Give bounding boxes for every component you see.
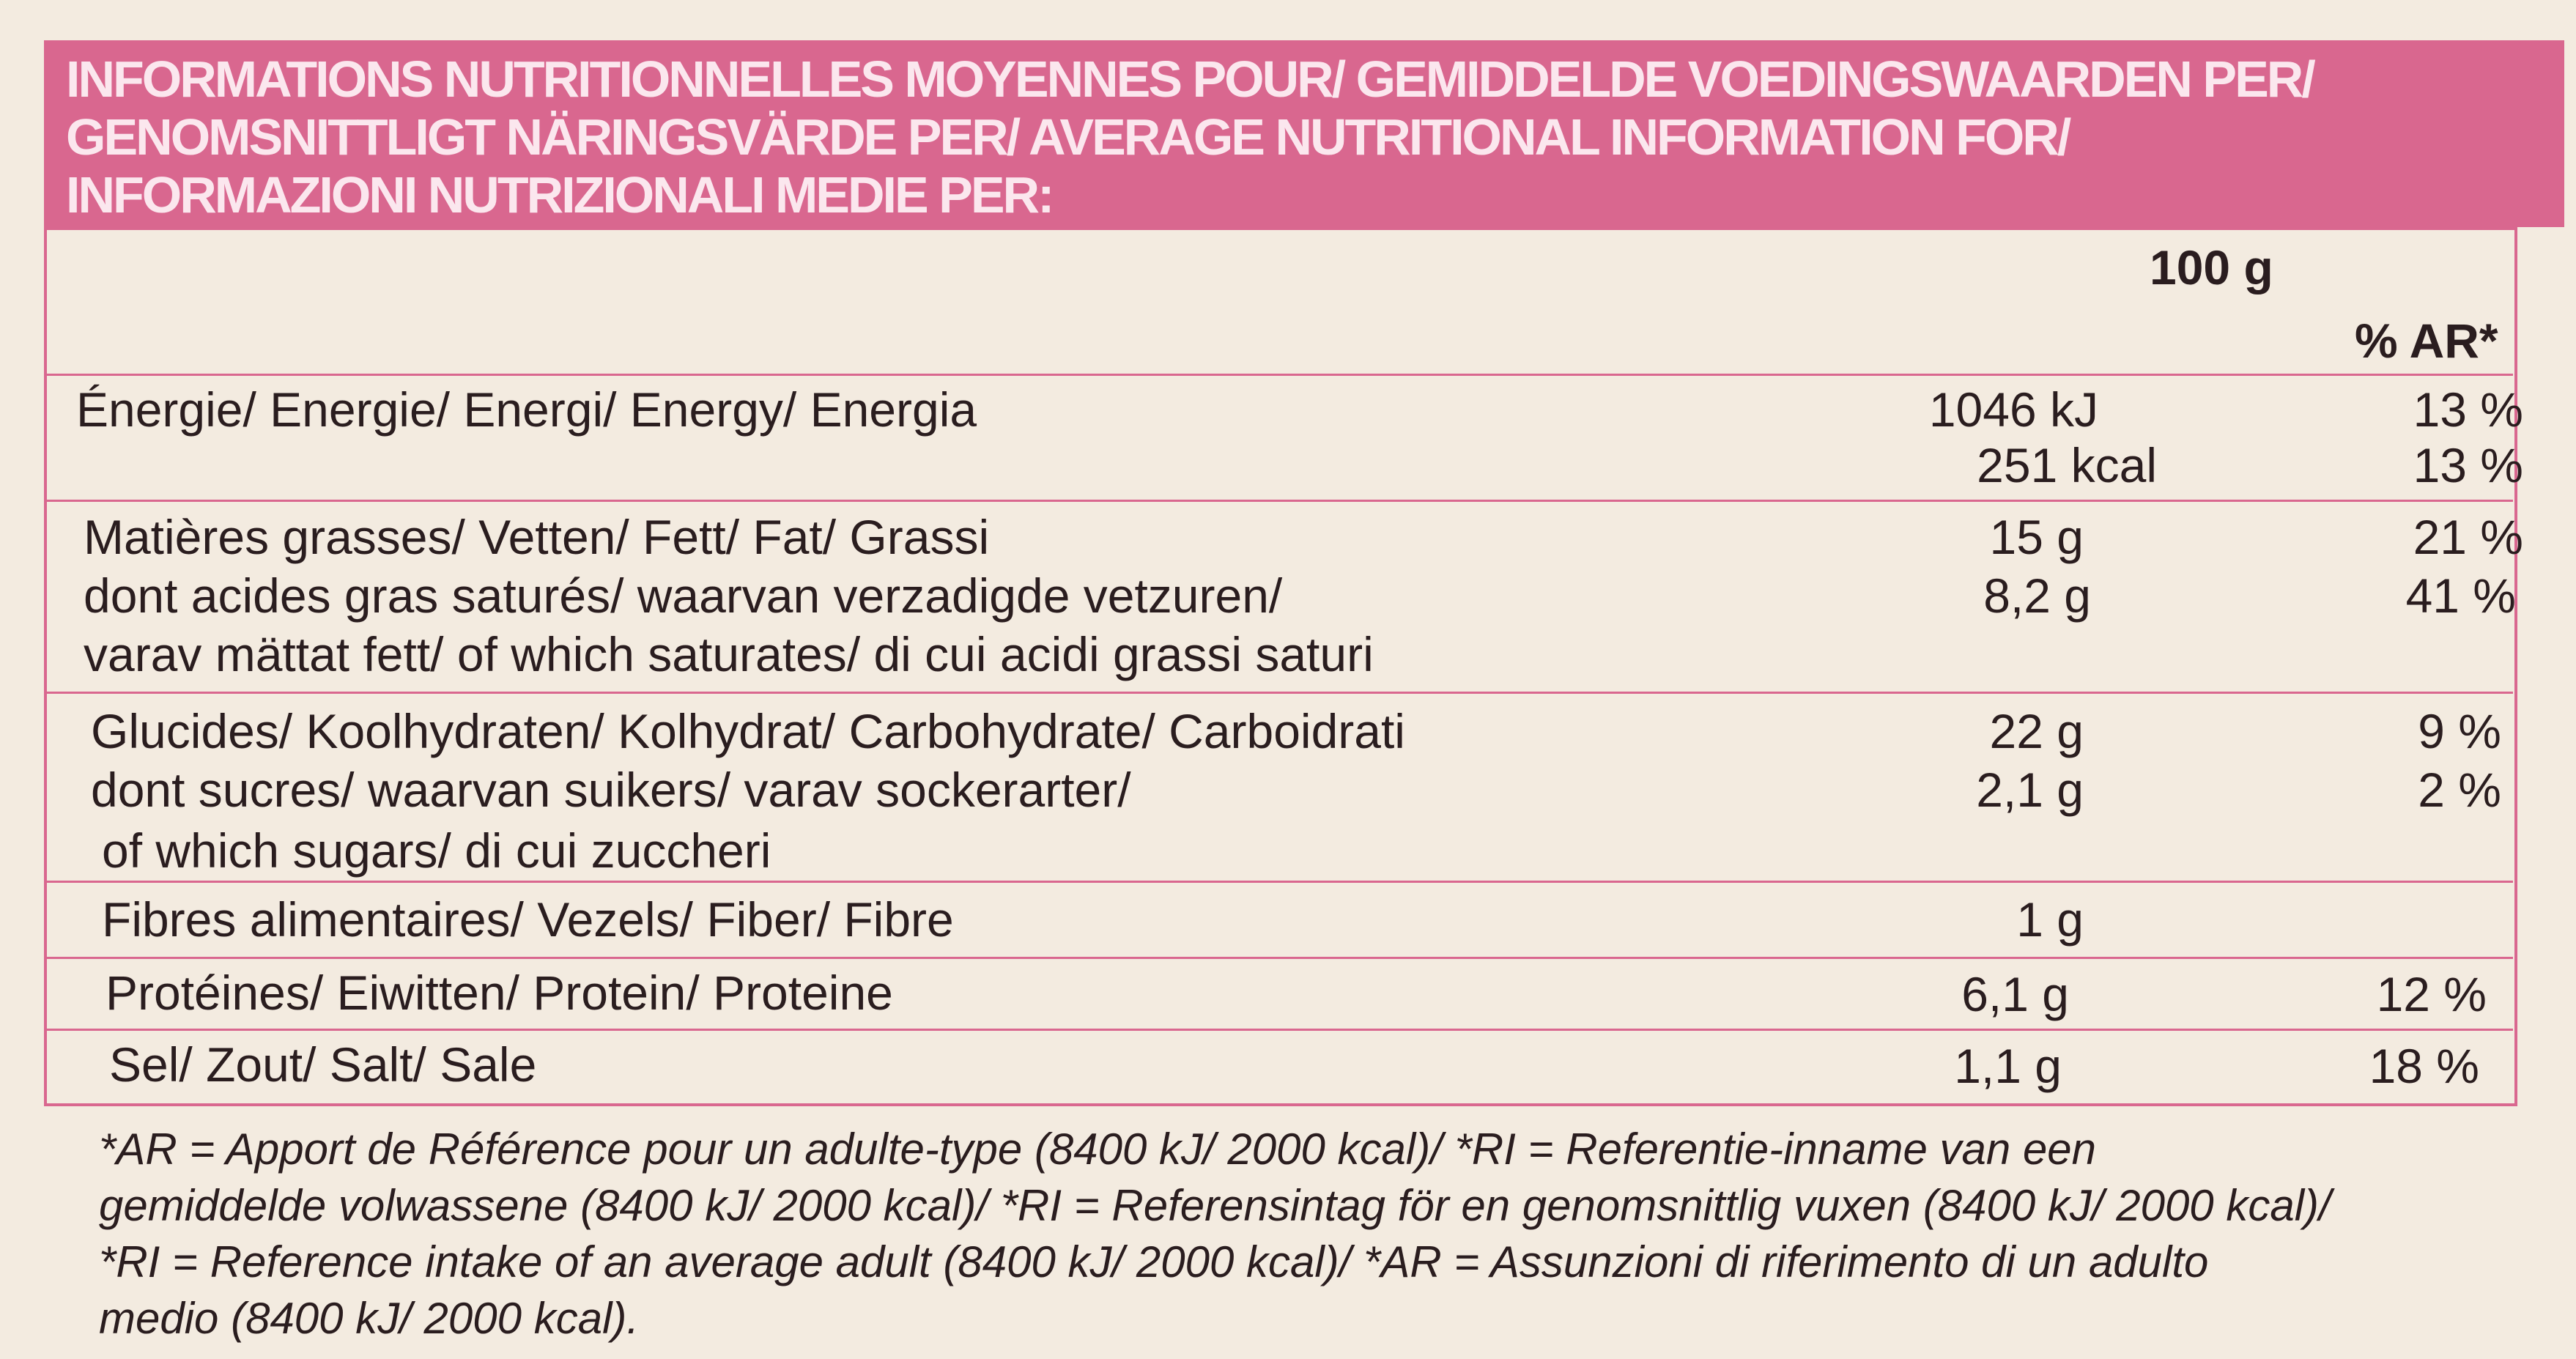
row-sugars-label-2: of which sugars/ di cui zuccheri (102, 823, 771, 878)
row-salt-value: 1,1 g (1954, 1039, 2062, 1093)
footnote (99, 1121, 2561, 1347)
col-header-amount: 100 g (2150, 240, 2273, 295)
row-saturates-label-1: dont acides gras saturés/ waarvan verzadigde vetzuren/ (84, 569, 1283, 623)
header-banner (44, 40, 2564, 227)
row-carbs-value: 22 g (1989, 704, 2084, 758)
row-divider (47, 374, 2513, 376)
row-sugars-label-1: dont sucres/ waarvan suikers/ varav sockerarter/ (91, 763, 1131, 817)
row-protein-ar: 12 % (2376, 967, 2487, 1021)
nutrition-table (44, 227, 2523, 1106)
footnote-line: *RI = Reference intake of an average adult (8400 kJ/ 2000 kcal)/ *AR = Assunzioni di riferimento di un adulto (99, 1237, 2209, 1286)
row-fat-label: Matières grasses/ Vetten/ Fett/ Fat/ Grassi (84, 510, 990, 564)
row-energy-ar-kcal: 13 % (2413, 438, 2523, 492)
row-energy-ar-kj: 13 % (2413, 382, 2523, 437)
row-energy-label: Énergie/ Energie/ Energi/ Energy/ Energia (76, 382, 977, 437)
row-divider (47, 500, 2513, 502)
row-divider (47, 692, 2513, 694)
row-carbs-label: Glucides/ Koolhydraten/ Kolhydrat/ Carbohydrate/ Carboidrati (91, 704, 1405, 758)
row-fibre-label: Fibres alimentaires/ Vezels/ Fiber/ Fibre (102, 892, 954, 947)
footnote-line: gemiddelde volwassene (8400 kJ/ 2000 kcal)/ *RI = Referensintag för en genomsnittlig vuxen (8400 kJ/ 2000 kcal)/ (99, 1181, 2331, 1230)
footnote-line: *AR = Apport de Référence pour un adulte-type (8400 kJ/ 2000 kcal)/ *RI = Referentie-inname van een (99, 1125, 2097, 1174)
row-salt-ar: 18 % (2369, 1039, 2479, 1093)
row-divider (47, 881, 2513, 883)
row-protein-value: 6,1 g (1961, 967, 2069, 1021)
row-carbs-ar: 9 % (2418, 704, 2501, 758)
row-divider (47, 1029, 2513, 1031)
footnote-line: medio (8400 kJ/ 2000 kcal). (99, 1294, 640, 1343)
row-energy-kcal: 251 kcal (1977, 438, 2157, 492)
row-sugars-ar: 2 % (2418, 763, 2501, 817)
row-saturates-value: 8,2 g (1983, 569, 2091, 623)
row-sugars-value: 2,1 g (1976, 763, 2084, 817)
row-protein-label: Protéines/ Eiwitten/ Protein/ Proteine (106, 966, 893, 1020)
row-fat-value: 15 g (1989, 510, 2084, 564)
row-saturates-label-2: varav mättat fett/ of which saturates/ di cui acidi grassi saturi (84, 627, 1374, 681)
header-line: INFORMAZIONI NUTRIZIONALI MEDIE PER: (66, 166, 1053, 223)
row-salt-label: Sel/ Zout/ Salt/ Sale (109, 1037, 537, 1092)
col-header-ar: % AR* (2355, 314, 2498, 368)
header-line: INFORMATIONS NUTRITIONNELLES MOYENNES POUR/ GEMIDDELDE VOEDINGSWAARDEN PER/ (66, 51, 2314, 108)
row-fibre-value: 1 g (2016, 892, 2084, 947)
row-fat-ar: 21 % (2413, 510, 2523, 564)
row-divider (47, 957, 2513, 959)
row-energy-kj: 1046 kJ (1928, 382, 2098, 437)
row-saturates-ar: 41 % (2405, 569, 2516, 623)
header-line: GENOMSNITTLIGT NÄRINGSVÄRDE PER/ AVERAGE NUTRITIONAL INFORMATION FOR/ (66, 108, 2070, 166)
